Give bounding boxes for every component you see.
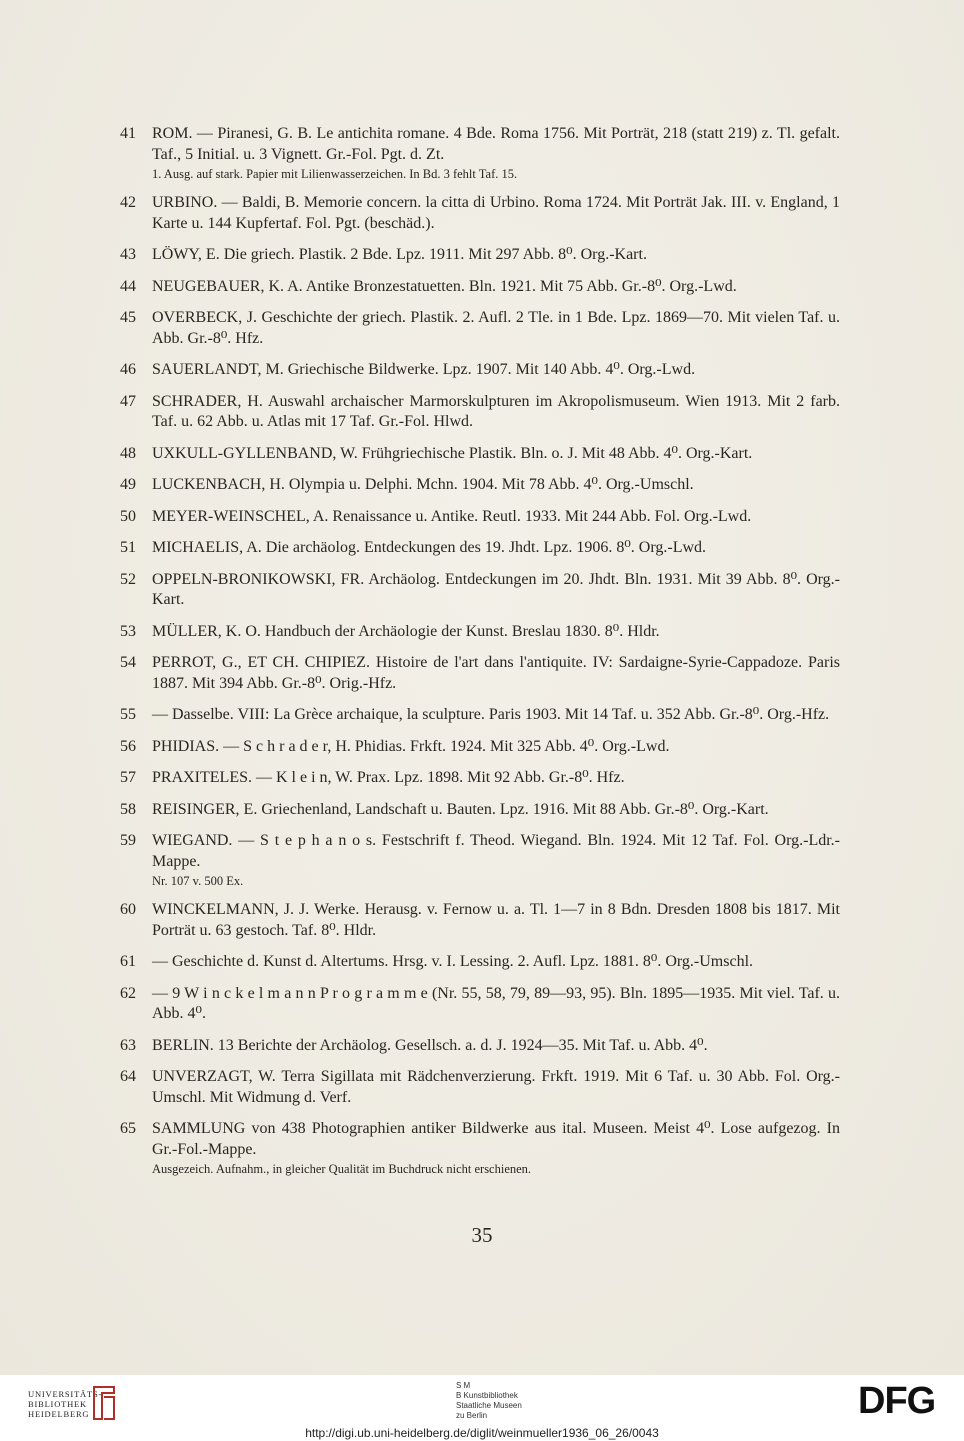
entry-text: URBINO. — Baldi, B. Memorie concern. la citta di Urbino. Roma 1724. Mit Porträt Jak. III. v. England, 1 Karte u. 144 Kupfertaf. Fol. Pgt. (beschäd.). [152,194,840,232]
entry-text: MEYER-WEINSCHEL, A. Renaissance u. Antike. Reutl. 1933. Mit 244 Abb. Fol. Org.-Lwd. [152,507,752,525]
entry-number: 42 [120,194,136,211]
catalogue-entry [120,1119,840,1177]
catalogue-entry [120,737,840,758]
entry-number: 51 [120,539,136,556]
entry-text: WINCKELMANN, J. J. Werke. Herausg. v. Fernow u. a. Tl. 1—7 in 8 Bdn. Dresden 1808 bis 1817. Mit Porträt u. 63 gestoch. Taf. 8⁰. Hldr. [152,901,840,939]
entry-number: 56 [120,737,136,755]
slub-line-4: zu Berlin [456,1411,488,1420]
entry-text: MICHAELIS, A. Die archäolog. Entdeckungen des 19. Jhdt. Lpz. 1906. 8⁰. Org.-Lwd. [152,539,707,556]
entry-text: SCHRADER, H. Auswahl archaischer Marmorskulpturen im Akropolismuseum. Wien 1913. Mit 2 farb. Taf. u. 62 Abb. u. Atlas mit 17 Taf. Gr.-Fol. Hlwd. [152,392,840,430]
entry-text: ROM. — Piranesi, G. B. Le antichita romane. 4 Bde. Roma 1756. Mit Porträt, 218 (statt 219) z. Tl. gefalt. Taf., 5 Initial. u. 3 Vignett. Gr.-Fol. Pgt. d. Zt. [152,125,840,163]
entry-number: 65 [120,1120,136,1137]
entry-number: 59 [120,832,136,849]
entry-number: 63 [120,1036,136,1054]
entry-note: 1. Ausg. auf stark. Papier mit Lilienwasserzeichen. In Bd. 3 fehlt Taf. 15. [152,167,518,181]
entry-text: REISINGER, E. Griechenland, Landschaft u. Bauten. Lpz. 1916. Mit 88 Abb. Gr.-8⁰. Org.-Kart. [152,800,769,818]
catalogue-entry [120,507,840,528]
entry-number: 44 [120,277,136,295]
ub-line-1: UNIVERSITÄTS- [28,1389,103,1399]
entry-number: 53 [120,622,136,640]
entry-number: 52 [120,570,136,588]
catalogue-entry [120,984,840,1025]
entry-text: MÜLLER, K. O. Handbuch der Archäologie der Kunst. Breslau 1830. 8⁰. Hldr. [152,622,660,640]
entry-number: 49 [120,476,136,493]
entry-note: Ausgezeich. Aufnahm., in gleicher Qualität im Buchdruck nicht erschienen. [152,1162,532,1176]
entry-number: 64 [120,1068,136,1085]
catalogue-entry [120,900,840,941]
catalogue-entry [120,1067,840,1108]
entry-note: Nr. 107 v. 500 Ex. [152,874,244,888]
entry-text: — Dasselbe. VIII: La Grèce archaique, la sculpture. Paris 1903. Mit 14 Taf. u. 352 Abb. Gr.-8⁰. Org.-Hfz. [152,706,830,723]
entry-number: 48 [120,444,136,462]
ub-line-3: HEIDELBERG [28,1409,90,1419]
entry-text: WIEGAND. — S t e p h a n o s. Festschrift f. Theod. Wiegand. Bln. 1924. Mit 12 Taf. Fol. Org.-Ldr.-Mappe. [152,832,840,870]
entry-number: 60 [120,901,136,918]
page-number: 35 [471,1223,493,1247]
entry-text: OVERBECK, J. Geschichte der griech. Plastik. 2. Aufl. 2 Tle. in 1 Bde. Lpz. 1869—70. Mit vielen Taf. u. Abb. Gr.-8⁰. Hfz. [152,309,840,347]
entry-number: 54 [120,654,136,671]
entry-number: 45 [120,309,136,326]
catalogue-entry [120,245,840,266]
entry-text: PHIDIAS. — S c h r a d e r, H. Phidias. Frkft. 1924. Mit 325 Abb. 4⁰. Org.-Lwd. [152,737,670,755]
permalink-url[interactable]: http://digi.ub.uni-heidelberg.de/diglit/weinmueller1936_06_26/0043 [305,1426,659,1440]
catalogue-entry [120,392,840,433]
entry-text: LÖWY, E. Die griech. Plastik. 2 Bde. Lpz. 1911. Mit 297 Abb. 8⁰. Org.-Kart. [152,246,647,263]
entry-number: 47 [120,392,136,410]
catalogue-entry [120,538,840,559]
catalogue-entry [120,193,840,234]
entry-number: 61 [120,953,136,970]
entry-text: PERROT, G., ET CH. CHIPIEZ. Histoire de l'art dans l'antiquite. IV: Sardaigne-Syrie-Cappadoze. Paris 1887. Mit 394 Abb. Gr.-8⁰. Orig.-Hfz. [152,654,840,692]
entry-text: SAUERLANDT, M. Griechische Bildwerke. Lpz. 1907. Mit 140 Abb. 4⁰. Org.-Lwd. [152,361,696,378]
catalogue-entry [120,1036,840,1057]
slub-line-3: Staatliche Museen [456,1401,522,1410]
kunstbibliothek-label [456,1381,522,1421]
entry-number: 43 [120,246,136,263]
entry-number: 57 [120,769,136,786]
catalogue-entry [120,444,840,465]
entry-text: BERLIN. 13 Berichte der Archäolog. Gesellsch. a. d. J. 1924—35. Mit Taf. u. Abb. 4⁰. [152,1036,708,1054]
dfg-logo: DFG [858,1380,936,1422]
catalogue-entry [120,952,840,973]
entry-number: 62 [120,984,136,1002]
entry-number: 58 [120,800,136,818]
catalogue-entry [120,277,840,298]
entry-text: SAMMLUNG von 438 Photographien antiker Bildwerke aus ital. Museen. Meist 4⁰. Lose aufgezog. In Gr.-Fol.-Mappe. [152,1120,840,1158]
entry-text: NEUGEBAUER, K. A. Antike Bronzestatuetten. Bln. 1921. Mit 75 Abb. Gr.-8⁰. Org.-Lwd. [152,277,737,295]
catalogue-entries [120,124,840,1188]
entry-number: 55 [120,706,136,723]
entry-text: — 9 W i n c k e l m a n n P r o g r a m m e (Nr. 55, 58, 79, 89—93, 95). Bln. 1895—1935. Mit viel. Taf. u. Abb. 4⁰. [152,984,840,1022]
catalogue-entry [120,800,840,821]
catalogue-entry [120,475,840,496]
slub-line-1: S M [456,1381,471,1390]
slub-line-2: B Kunstbibliothek [456,1391,518,1400]
ub-line-2: BIBLIOTHEK [28,1399,87,1409]
catalogue-entry [120,653,840,694]
entry-text: — Geschichte d. Kunst d. Altertums. Hrsg. v. I. Lessing. 2. Aufl. Lpz. 1881. 8⁰. Org.-Umschl. [152,953,754,970]
entry-number: 41 [120,125,136,142]
entry-text: PRAXITELES. — K l e i n, W. Prax. Lpz. 1898. Mit 92 Abb. Gr.-8⁰. Hfz. [152,769,625,786]
entry-text: UXKULL-GYLLENBAND, W. Frühgriechische Plastik. Bln. o. J. Mit 48 Abb. 4⁰. Org.-Kart. [152,444,753,462]
entry-text: LUCKENBACH, H. Olympia u. Delphi. Mchn. 1904. Mit 78 Abb. 4⁰. Org.-Umschl. [152,476,694,493]
catalogue-entry [120,831,840,889]
catalogue-entry [120,768,840,789]
catalogue-entry [120,570,840,611]
catalogue-entry [120,124,840,182]
entry-text: UNVERZAGT, W. Terra Sigillata mit Rädchenverzierung. Frkft. 1919. Mit 6 Taf. u. 30 Abb. Fol. Org.-Umschl. Mit Widmung d. Verf. [152,1068,840,1106]
catalogue-entry [120,705,840,726]
entry-number: 50 [120,507,136,525]
catalogue-entry [120,622,840,643]
entry-number: 46 [120,361,136,378]
ub-heidelberg-logo-icon [90,1385,118,1421]
entry-text: OPPELN-BRONIKOWSKI, FR. Archäolog. Entdeckungen im 20. Jhdt. Bln. 1931. Mit 39 Abb. 8⁰. Org.-Kart. [152,570,840,608]
catalogue-entry [120,360,840,381]
catalogue-entry [120,308,840,349]
